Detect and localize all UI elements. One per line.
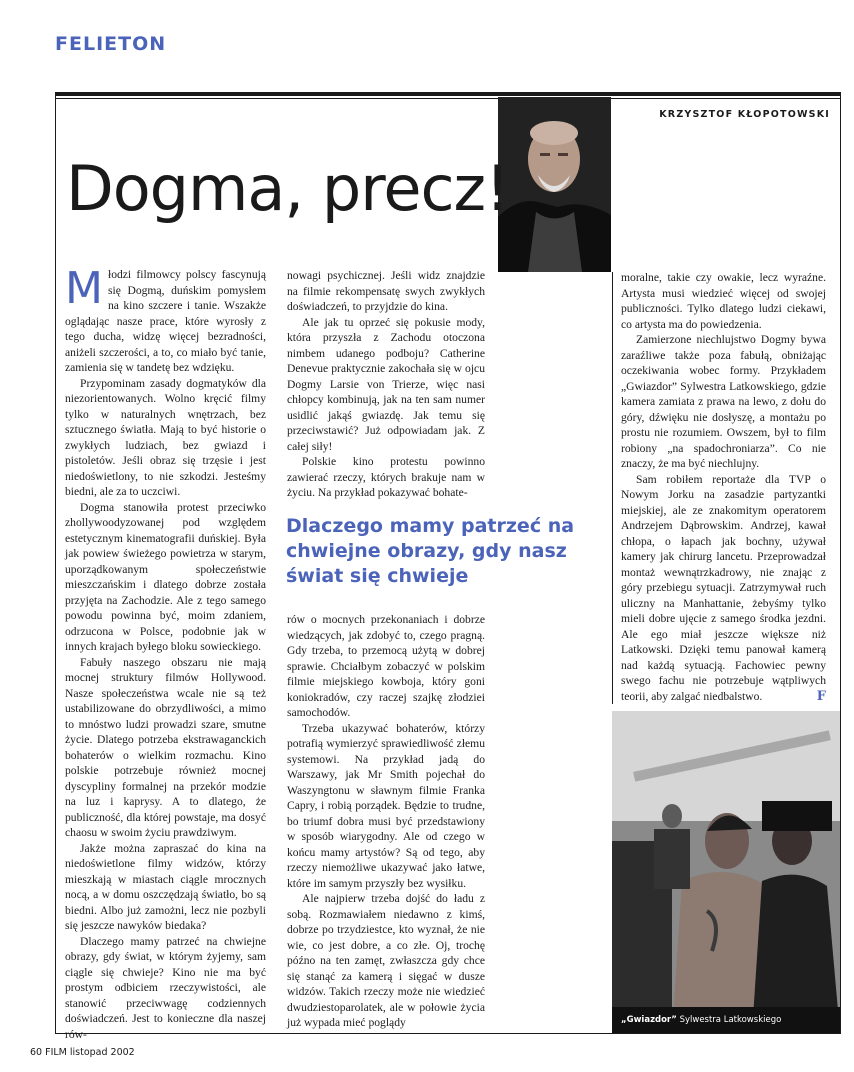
frame-right: [840, 92, 841, 1034]
pull-quote: Dlaczego mamy patrzeć na chwiejne obrazy, gdy nasz świat się chwieje: [286, 515, 575, 587]
paragraph: Fabuły naszego obszaru nie mają mocnej struktury filmów Hollywood. Nasze społeczeństwa wcale nie są też ustabilizowane do obrzydliwości, a mimo to mnóstwo ludzi prowadzi szare, smutne życie. Dlatego potrzeba ekstrawaganckich bohaterów o wielkim rozmachu. Kino polskie potrzebuje również mocnej dyscypliny formalnej na przekór modzie na luz i kaprysy. A to dlatego, że publiczność, dla której powstaje, ma dosyć chaosu w swoim życiu prawdziwym.: [65, 655, 266, 839]
author-name: KRZYSZTOF KŁOPOTOWSKI: [659, 109, 830, 120]
text-column-1: [65, 263, 266, 1041]
page-footer: 60 FILM listopad 2002: [30, 1047, 135, 1058]
end-mark-icon: F: [816, 688, 826, 704]
paragraph: Jakże można zapraszać do kina na niedoświetlone filmy widzów, którzy mieszkają w miastach ciągle mrocznych nocą, a w domu oszczędzają światło, bo są biedni. Albo już zamożni, lecz nie pozbyli się jeszcze nawyków biedaka?: [65, 841, 266, 932]
drop-cap: M: [65, 263, 103, 314]
author-portrait: [498, 97, 611, 272]
photo-caption: [612, 1007, 840, 1033]
article-title: Dogma, precz!: [66, 152, 509, 225]
caption-rest: Sylwestra Latkowskiego: [676, 1015, 782, 1025]
top-rule-thin: [55, 98, 840, 99]
paragraph-text: łodzi filmowcy polscy fascynują się Dogmą, duńskim pomysłem na kino szczere i tanie. Wszakże oglądając nasze prace, które wyrosły z tego ducha, widzę więcej bezradności, aniżeli szczerości, a to, co miało być tanie, zamienia się w tandetę bez wdzięku.: [65, 268, 266, 374]
paragraph: moralne, takie czy owakie, lecz wyraźne. Artysta musi wiedzieć więcej od swojej publiczności. Tylko dlatego ludzi ciekawi, co artysta ma do powiedzenia.: [621, 271, 826, 331]
text-column-2-bottom: [287, 612, 485, 1032]
paragraph: rów o mocnych przekonaniach i dobrze wiedzących, jak zdobyć to, czego pragną. Gdy trzeba, to przemocą użytą w dobrej sprawie. Chciałbym zobaczyć w polskim filmie miejskiego kowboja, który goni koniokradów, czy raczej szajkę złodziei samochodów.: [287, 613, 485, 719]
text-column-2-top: [287, 268, 485, 500]
top-rule: [55, 92, 840, 96]
paragraph: Trzeba ukazywać bohaterów, którzy potrafią wymierzyć sprawiedliwość złemu systemowi. Na przykład jadą do Warszawy, jak Mr Smith pojechał do Waszyngtonu w sławnym filmie Franka Capry, i robią porządek. Będzie to trudne, bo triumf dobra musi być przedstawiony w sposób wiarygodny. Ale od czego w końcu mamy artystów? Są od tego, aby rzeczy niemożliwe ukazywać jako łatwe, które im samym przyszły bez wysiłku.: [287, 721, 485, 890]
paragraph: Polskie kino protestu powinno zawierać rzeczy, których brakuje nam w życiu. Na przykład pokazywać bohate-: [287, 455, 485, 499]
caption-film-title: „Gwiazdor”: [621, 1015, 677, 1025]
frame-left: [55, 92, 56, 1034]
column-divider: [612, 272, 613, 704]
paragraph: [621, 472, 826, 705]
paragraph: [65, 263, 266, 376]
paragraph: Zamierzone niechlujstwo Dogmy bywa zaraźliwe także poza fabułą, obniżając oczekiwania wobec formy. Przykładem „Gwiazdor” Sylwestra Latkowskiego, gdzie kamera zamiata z prawa na lewo, z dołu do góry, dźwięku nie dosłyszę, a montażu po prostu nie rozumiem. Owszem, był to film robiony „na spadochroniarza”. Co nie znaczy, że ma być niechlujny.: [621, 333, 826, 470]
paragraph: Dogma stanowiła protest przeciwko zhollywoodyzowanej pod względem estetycznym kinematografii duńskiej. Była jak powiew świeżego powietrza w starym, uporządkowanym społeczeństwie mieszczańskim i dlatego dobrze została przyjęta na Zachodzie. Ale z tego samego powodu powinna być, moim zdaniem, odrzucona w Polsce, podobnie jak w innych krajach byłego bloku sowieckiego.: [65, 500, 266, 653]
paragraph: Dlaczego mamy patrzeć na chwiejne obrazy, gdy świat, w którym żyjemy, sam ciągle się chwieje? Kino nie ma być prostym odbiciem rzeczywistości, ale stanowić przeciwwagę codziennych doświadczeń. Jest to konieczne dla naszej rów-: [65, 934, 266, 1041]
paragraph-text: Sam robiłem reportaże dla TVP o Nowym Jorku na zasadzie partyzantki miejskiej, ale ze znakomitym operatorem Andrzejem Dąbrowskim. Andrzej, kawał chłopa, o łapach jak bochny, używał kamery jak chirurg lancetu. Przeprowadzał montaż wewnątrzkadrowy, nie znając z góry przebiegu sytuacji. Zatrzymywał ruch uliczny na Manhattanie, żebyśmy tylko mieli dobre ujęcie z samego środka jezdni. Ale ego miał jeszcze większe niż Latkowski. Dzięki temu panował kamerą nad każdą sytuacją. Fachowiec pewny swego fachu nie potrzebuje wątpliwych teorii, aby zalgać niedbalstwo.: [621, 472, 826, 703]
paragraph: Ale jak tu oprzeć się pokusie mody, która przyszła z Zachodu otoczona nimbem udanego podboju? Catherine Denevue praktycznie zakochała się w ojcu Dogmy Larsie von Trierze, więc nasi chłopcy kombinują, jak na ten sam numer usidlić jakąś gwiazdę. Jak temu się przeciwstawić? Już odpowiadam jak. Z całej siły!: [287, 315, 485, 453]
film-still-photo: [612, 711, 840, 1033]
paragraph: Przypominam zasady dogmatyków dla niezorientowanych. Wolno kręcić filmy tylko w naturalnych wnętrzach, bez sztucznego światła. Mają to być historie o zwykłych ludziach, bez gwiazd i pistoletów. Jeśli obraz się trzęsie i jest niedoświetlony, to nie szkodzi. Jesteśmy biedni, ale za to uczciwi.: [65, 376, 266, 498]
text-column-3: [621, 270, 826, 702]
film-still-drawing: [612, 711, 840, 1033]
paragraph: nowagi psychicznej. Jeśli widz znajdzie na filmie rekompensatę swych zwykłych doświadczeń, to przyjdzie do kina.: [287, 269, 485, 313]
section-label: FELIETON: [55, 33, 167, 55]
author-portrait-drawing: [498, 97, 611, 272]
paragraph: Ale najpierw trzeba dojść do ładu z sobą. Rozmawiałem niedawno z kimś, dobrze po trzydziestce, kto wyznał, że nie wie, co jest dobre, a co złe. Oj, trochę późno na ten zamęt, zwłaszcza gdy chce się stanąć za kamerą i sięgać w dusze widzów. Takich rzeczy może nie wiedzieć dwudziestoparolatek, ale w połowie życia już wypada mieć poglądy: [287, 892, 485, 1029]
